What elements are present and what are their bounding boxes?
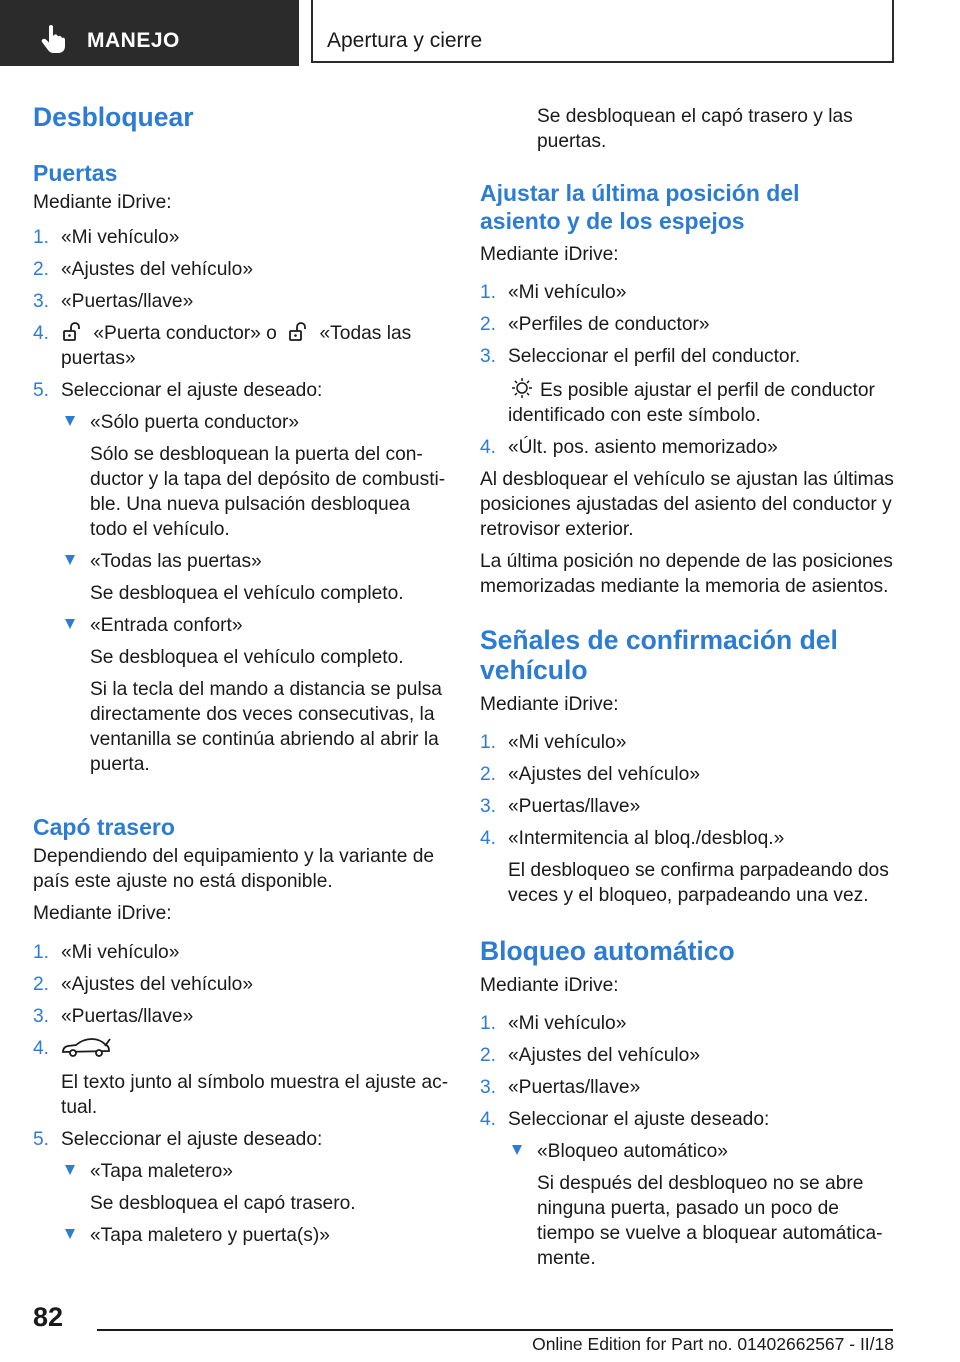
title-desbloquear: Desbloquear <box>33 102 194 132</box>
header-section-label: MANEJO <box>87 29 180 52</box>
step-description: El texto junto al símbolo muestra el ajuste ac- tual. <box>61 1072 449 1118</box>
header-topic-box <box>311 0 894 63</box>
heading-capo-trasero: Capó trasero <box>33 814 175 840</box>
list-item: 3. Seleccionar el perfil del conductor. <box>480 346 801 367</box>
option-description: Si después del desbloqueo no se abre ninguna puerta, pasado un poco de tiempo se vuelve a bloquear automática- mente. <box>537 1173 883 1269</box>
list-item: 3. «Puertas/llave» <box>33 1006 194 1027</box>
footer-divider <box>97 1329 893 1331</box>
unlock-all-icon <box>288 322 310 342</box>
senales-intro: Mediante iDrive: <box>480 694 619 715</box>
ajustar-paragraph-2: La última posición no depende de las posiciones memorizadas mediante la memoria de asientos. <box>480 551 893 597</box>
heading-bloqueo-automatico: Bloqueo automático <box>480 936 735 966</box>
list-item: 4. «Últ. pos. asiento memorizado» <box>480 437 778 458</box>
ajustar-paragraph-1: Al desbloquear el vehículo se ajustan las últimas posiciones ajustadas del asiento del conductor y retrovisor exterior. <box>480 469 894 540</box>
heading-senales-confirmacion: Señales de confirmación del vehículo <box>480 625 838 685</box>
capo-intro: Dependiendo del equipamiento y la variante de país este ajuste no está disponible. <box>33 846 435 892</box>
list-item: 2. «Perfiles de conductor» <box>480 314 710 335</box>
right-column <box>480 104 900 1271</box>
list-item: 1. «Mi vehículo» <box>33 942 180 963</box>
list-item: 1. «Mi vehículo» <box>480 1013 627 1034</box>
hand-pointer-icon <box>40 24 66 54</box>
option-description: Se desbloquea el vehículo completo. <box>90 647 404 668</box>
list-item: 1. «Mi vehículo» <box>480 282 627 303</box>
page-number: 82 <box>33 1302 64 1332</box>
option-description: Se desbloquea el capó trasero. <box>90 1193 356 1214</box>
list-item: 5. Seleccionar el ajuste deseado: <box>33 1129 323 1150</box>
bloqueo-intro: Mediante iDrive: <box>480 975 619 996</box>
list-item: 2. «Ajustes del vehículo» <box>33 259 253 280</box>
header-topic-label: Apertura y cierre <box>327 29 483 52</box>
list-item: 4. «Intermitencia al bloq./desbloq.» <box>480 828 785 849</box>
puertas-intro: Mediante iDrive: <box>33 192 172 213</box>
gear-profile-icon <box>510 376 534 400</box>
step-description: El desbloqueo se confirma parpadeando dos veces y el bloqueo, parpadeando una vez. <box>508 860 889 906</box>
list-item: 3. «Puertas/llave» <box>480 1077 641 1098</box>
list-item: 5. Seleccionar el ajuste deseado: <box>33 380 323 401</box>
heading-puertas: Puertas <box>33 160 118 186</box>
list-item: 1. «Mi vehículo» <box>33 227 180 248</box>
profile-note: Es posible ajustar el perfil de conductor identificado con este símbolo. <box>480 376 900 428</box>
list-item: 4. Seleccionar el ajuste deseado: <box>480 1109 770 1130</box>
capo-idrive: Mediante iDrive: <box>33 903 172 924</box>
header-section-tab <box>0 0 299 66</box>
option-item: «Todas las puertas» <box>33 549 449 574</box>
left-column <box>33 100 449 1248</box>
option-item: «Sólo puerta conductor» <box>33 410 449 435</box>
car-tailgate-icon <box>61 1036 111 1058</box>
list-item: 4. <box>33 1036 449 1063</box>
list-item: 2. «Ajustes del vehículo» <box>33 974 253 995</box>
ajustar-intro: Mediante iDrive: <box>480 244 619 265</box>
option-item: «Tapa maletero y puerta(s)» <box>33 1223 449 1248</box>
option-item: «Tapa maletero» <box>33 1159 449 1184</box>
list-item: 2. «Ajustes del vehículo» <box>480 1045 700 1066</box>
option-item: «Entrada confort» <box>33 613 449 638</box>
list-item: 3. «Puertas/llave» <box>33 291 194 312</box>
heading-ajustar-posicion: Ajustar la última posición del asiento y de los espejos <box>480 180 800 234</box>
list-item: 4. «Puerta conductor» o «Todas las puertas» <box>33 323 412 369</box>
option-description: Sólo se desbloquean la puerta del con- ductor y la tapa del depósito de combusti- ble. Una nueva pulsación desbloquea todo el vehículo. <box>90 444 446 540</box>
option-item: «Bloqueo automático» <box>480 1139 900 1164</box>
footer-edition: Online Edition for Part no. 01402662567 - II/18 <box>532 1334 894 1354</box>
list-item: 3. «Puertas/llave» <box>480 796 641 817</box>
list-item: 1. «Mi vehículo» <box>480 732 627 753</box>
continued-text: Se desbloquean el capó trasero y las puertas. <box>537 106 853 152</box>
option-note: Si la tecla del mando a distancia se pulsa directamente dos veces consecutivas, la ventanilla se continúa abriendo al abrir la puerta. <box>90 679 442 775</box>
option-description: Se desbloquea el vehículo completo. <box>90 583 404 604</box>
unlock-icon <box>62 322 84 342</box>
list-item: 2. «Ajustes del vehículo» <box>480 764 700 785</box>
